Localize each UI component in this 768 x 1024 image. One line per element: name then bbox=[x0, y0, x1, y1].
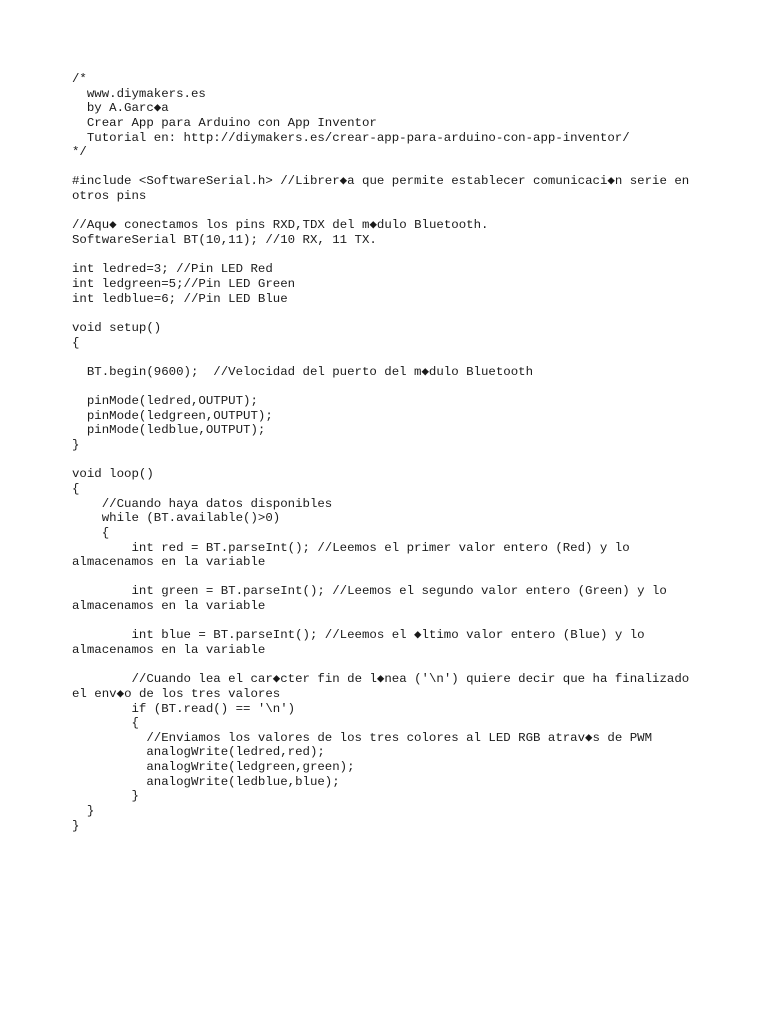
code-line: BT.begin(9600); //Velocidad del puerto del m◆dulo Bluetooth bbox=[72, 364, 534, 379]
code-line: int ledblue=6; //Pin LED Blue bbox=[72, 291, 288, 306]
code-line: analogWrite(ledgreen,green); bbox=[72, 760, 355, 775]
code-line: void loop() bbox=[72, 467, 154, 482]
code-line: otros pins bbox=[72, 189, 147, 204]
code-line bbox=[72, 658, 712, 673]
code-line: by A.Garc◆a bbox=[72, 101, 169, 116]
code-line: int ledgreen=5;//Pin LED Green bbox=[72, 276, 296, 291]
code-line: pinMode(ledgreen,OUTPUT); bbox=[72, 408, 273, 423]
code-line: //Cuando lea el car◆cter fin de l◆nea ('\n') quiere decir que ha finalizado bbox=[72, 672, 690, 687]
code-line: //Aqu◆ conectamos los pins RXD,TDX del m◆dulo Bluetooth. bbox=[72, 218, 489, 233]
code-line bbox=[72, 453, 712, 468]
code-line: almacenamos en la variable bbox=[72, 642, 266, 657]
code-line: Tutorial en: http://diymakers.es/crear-app-para-arduino-con-app-inventor/ bbox=[72, 130, 630, 145]
code-listing bbox=[72, 72, 712, 833]
code-line: analogWrite(ledblue,blue); bbox=[72, 774, 340, 789]
code-line bbox=[72, 379, 712, 394]
code-line: { bbox=[72, 481, 80, 496]
code-line bbox=[72, 204, 712, 219]
code-line: while (BT.available()>0) bbox=[72, 511, 281, 526]
code-line bbox=[72, 248, 712, 263]
code-line: almacenamos en la variable bbox=[72, 599, 266, 614]
code-line: el env◆o de los tres valores bbox=[72, 686, 281, 701]
code-line: /* bbox=[72, 72, 87, 86]
code-line bbox=[72, 614, 712, 629]
code-line: } bbox=[72, 818, 80, 833]
code-line: int green = BT.parseInt(); //Leemos el segundo valor entero (Green) y lo bbox=[72, 584, 667, 599]
code-line: #include <SoftwareSerial.h> //Librer◆a que permite establecer comunicaci◆n serie en bbox=[72, 174, 690, 189]
code-line: Crear App para Arduino con App Inventor bbox=[72, 115, 377, 130]
code-line: www.diymakers.es bbox=[72, 86, 206, 101]
code-line: pinMode(ledred,OUTPUT); bbox=[72, 394, 258, 409]
code-line: SoftwareSerial BT(10,11); //10 RX, 11 TX. bbox=[72, 233, 377, 248]
code-line: int red = BT.parseInt(); //Leemos el primer valor entero (Red) y lo bbox=[72, 540, 630, 555]
code-line: if (BT.read() == '\n') bbox=[72, 701, 296, 716]
code-line bbox=[72, 570, 712, 585]
code-line bbox=[72, 306, 712, 321]
code-line bbox=[72, 160, 712, 175]
code-line: int blue = BT.parseInt(); //Leemos el ◆ltimo valor entero (Blue) y lo bbox=[72, 628, 645, 643]
code-line: } bbox=[72, 438, 80, 453]
code-line: { bbox=[72, 335, 80, 350]
code-line: //Cuando haya datos disponibles bbox=[72, 496, 333, 511]
code-line: pinMode(ledblue,OUTPUT); bbox=[72, 423, 266, 438]
code-line: */ bbox=[72, 145, 87, 160]
code-line: analogWrite(ledred,red); bbox=[72, 745, 325, 760]
code-line: } bbox=[72, 804, 95, 819]
code-line: int ledred=3; //Pin LED Red bbox=[72, 262, 273, 277]
code-line: { bbox=[72, 716, 139, 731]
code-line: void setup() bbox=[72, 320, 162, 335]
code-line: { bbox=[72, 525, 110, 540]
code-line: } bbox=[72, 789, 139, 804]
code-line: //Enviamos los valores de los tres colores al LED RGB atrav◆s de PWM bbox=[72, 730, 653, 745]
code-line: almacenamos en la variable bbox=[72, 555, 266, 570]
code-line bbox=[72, 350, 712, 365]
